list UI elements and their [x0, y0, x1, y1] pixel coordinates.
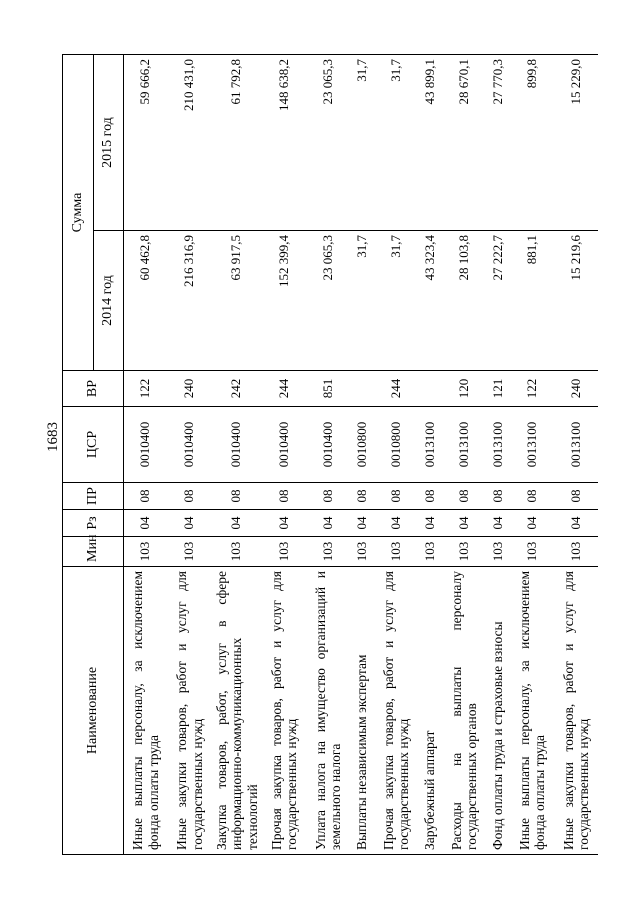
row-sum-2015: 148 638,2: [262, 55, 306, 231]
row-vr: 244: [262, 371, 306, 407]
header-rz: Рз: [63, 510, 124, 537]
table-header: [63, 55, 124, 855]
row-min: 103: [262, 537, 306, 567]
row-csr: 0013100: [442, 407, 486, 483]
row-rz: 04: [418, 510, 442, 537]
row-csr: 0010400: [212, 407, 263, 483]
row-pr: 08: [554, 483, 598, 510]
row-sum-2014: 15 219,6: [554, 231, 598, 371]
table-row: [418, 55, 442, 855]
row-sum-2014: 31,7: [374, 231, 418, 371]
table-row: [486, 55, 510, 855]
row-vr: 244: [374, 371, 418, 407]
table-row: [374, 55, 418, 855]
row-vr: 122: [124, 371, 168, 407]
row-csr: 0013100: [554, 407, 598, 483]
row-sum-2015: 61 792,8: [212, 55, 263, 231]
row-pr: 08: [212, 483, 263, 510]
row-rz: 04: [486, 510, 510, 537]
row-sum-2014: 152 399,4: [262, 231, 306, 371]
row-csr: 0010400: [262, 407, 306, 483]
row-min: 103: [168, 537, 212, 567]
header-sum: Сумма: [63, 55, 94, 371]
row-vr: 851: [306, 371, 350, 407]
row-sum-2014: 881,1: [510, 231, 554, 371]
row-rz: 04: [168, 510, 212, 537]
row-sum-2015: 27 770,3: [486, 55, 510, 231]
row-pr: 08: [350, 483, 374, 510]
header-pr: ПР: [63, 483, 124, 510]
row-vr: [350, 371, 374, 407]
row-name: Иные выплаты персоналу, за исключением фонда оплаты труда: [124, 567, 168, 855]
table-body: [124, 55, 599, 855]
row-sum-2014: 28 103,8: [442, 231, 486, 371]
row-min: 103: [212, 537, 263, 567]
page-number: 1683: [45, 422, 61, 452]
header-year-2014: 2014 год: [93, 231, 124, 371]
row-csr: 0013100: [510, 407, 554, 483]
table-row: [306, 55, 350, 855]
row-sum-2014: 216 316,9: [168, 231, 212, 371]
budget-table: [62, 54, 598, 855]
row-name: Фонд оплаты труда и страховые взносы: [486, 567, 510, 855]
row-rz: 04: [212, 510, 263, 537]
row-sum-2015: 43 899,1: [418, 55, 442, 231]
row-csr: 0010400: [168, 407, 212, 483]
row-rz: 04: [124, 510, 168, 537]
row-vr: 120: [442, 371, 486, 407]
row-vr: 242: [212, 371, 263, 407]
row-vr: 121: [486, 371, 510, 407]
row-vr: [418, 371, 442, 407]
header-year-2015: 2015 год: [93, 55, 124, 231]
row-pr: 08: [486, 483, 510, 510]
row-pr: 08: [306, 483, 350, 510]
row-csr: 0013100: [418, 407, 442, 483]
row-pr: 08: [168, 483, 212, 510]
row-min: 103: [124, 537, 168, 567]
row-name: Выплаты независимым экспертам: [350, 567, 374, 855]
header-min: Мин: [63, 537, 124, 567]
row-vr: 122: [510, 371, 554, 407]
row-name: Иные закупки товаров, работ и услуг для государственных нужд: [168, 567, 212, 855]
row-sum-2015: 15 229,0: [554, 55, 598, 231]
header-vr: ВР: [63, 371, 124, 407]
row-min: 103: [350, 537, 374, 567]
row-sum-2014: 63 917,5: [212, 231, 263, 371]
header-name: Наименование: [63, 567, 124, 855]
row-rz: 04: [442, 510, 486, 537]
row-vr: 240: [168, 371, 212, 407]
row-name: Зарубежный аппарат: [418, 567, 442, 855]
row-rz: 04: [510, 510, 554, 537]
row-csr: 0013100: [486, 407, 510, 483]
row-vr: 240: [554, 371, 598, 407]
row-sum-2014: 31,7: [350, 231, 374, 371]
table-row: [554, 55, 598, 855]
row-name: Расходы на выплаты персоналу государственных органов: [442, 567, 486, 855]
row-rz: 04: [554, 510, 598, 537]
budget-sheet: [62, 55, 592, 855]
row-min: 103: [306, 537, 350, 567]
row-name: Прочая закупка товаров, работ и услуг для государственных нужд: [374, 567, 418, 855]
row-pr: 08: [510, 483, 554, 510]
row-pr: 08: [442, 483, 486, 510]
row-name: Иные выплаты персоналу, за исключением фонда оплаты труда: [510, 567, 554, 855]
table-row: [510, 55, 554, 855]
table-row: [212, 55, 263, 855]
row-name: Уплата налога на имущество организаций и земельного налога: [306, 567, 350, 855]
row-rz: 04: [262, 510, 306, 537]
row-rz: 04: [374, 510, 418, 537]
row-sum-2014: 43 323,4: [418, 231, 442, 371]
table-row: [124, 55, 168, 855]
table-row: [262, 55, 306, 855]
row-csr: 0010800: [374, 407, 418, 483]
row-name: Прочая закупка товаров, работ и услуг для государственных нужд: [262, 567, 306, 855]
row-sum-2014: 23 065,3: [306, 231, 350, 371]
header-csr: ЦСР: [63, 407, 124, 483]
row-csr: 0010400: [306, 407, 350, 483]
row-csr: 0010400: [124, 407, 168, 483]
row-csr: 0010800: [350, 407, 374, 483]
row-pr: 08: [418, 483, 442, 510]
table-row: [168, 55, 212, 855]
row-sum-2015: 210 431,0: [168, 55, 212, 231]
row-sum-2015: 28 670,1: [442, 55, 486, 231]
row-sum-2015: 31,7: [374, 55, 418, 231]
row-name: Закупка товаров, работ, услуг в сфере информационно-коммуникационных технологий: [212, 567, 263, 855]
row-pr: 08: [262, 483, 306, 510]
row-rz: 04: [350, 510, 374, 537]
row-pr: 08: [374, 483, 418, 510]
row-min: 103: [418, 537, 442, 567]
table-row: [442, 55, 486, 855]
row-min: 103: [442, 537, 486, 567]
row-sum-2015: 899,8: [510, 55, 554, 231]
table-row: [350, 55, 374, 855]
row-rz: 04: [306, 510, 350, 537]
row-sum-2015: 59 666,2: [124, 55, 168, 231]
row-sum-2014: 27 222,7: [486, 231, 510, 371]
row-min: 103: [554, 537, 598, 567]
row-min: 103: [374, 537, 418, 567]
row-pr: 08: [124, 483, 168, 510]
row-sum-2014: 60 462,8: [124, 231, 168, 371]
row-min: 103: [510, 537, 554, 567]
row-min: 103: [486, 537, 510, 567]
row-sum-2015: 31,7: [350, 55, 374, 231]
row-name: Иные закупки товаров, работ и услуг для государственных нужд: [554, 567, 598, 855]
row-sum-2015: 23 065,3: [306, 55, 350, 231]
